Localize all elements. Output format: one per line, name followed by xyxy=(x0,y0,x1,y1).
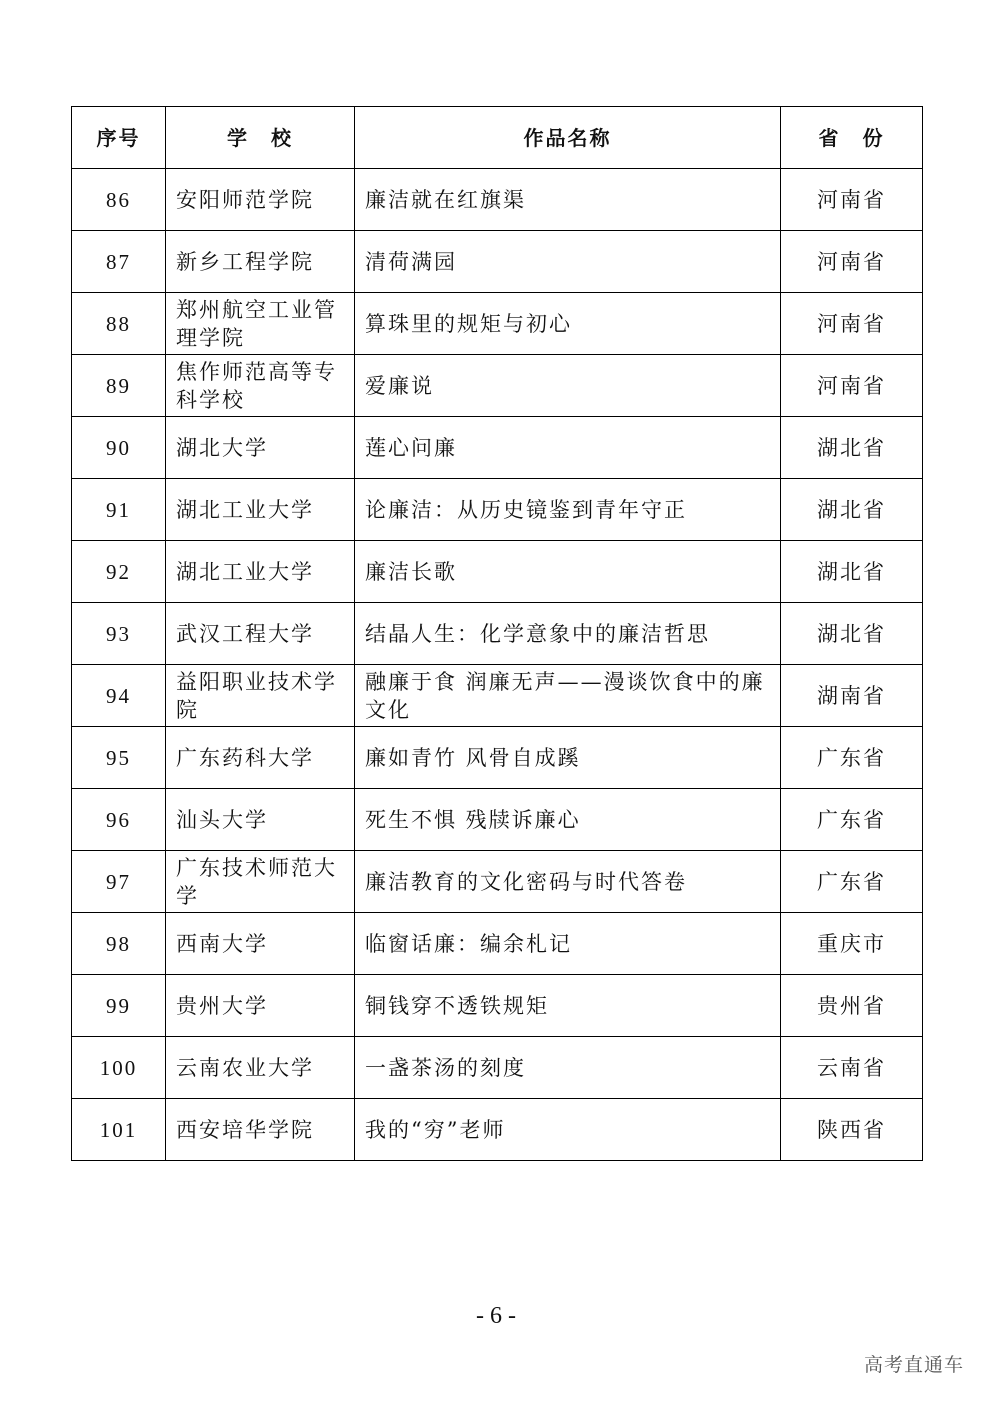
cell-serial-number: 97 xyxy=(72,851,166,913)
cell-serial-number: 94 xyxy=(72,665,166,727)
cell-school: 益阳职业技术学院 xyxy=(166,665,355,727)
table-header xyxy=(72,107,923,169)
cell-serial-number: 98 xyxy=(72,913,166,975)
table-row xyxy=(72,541,923,603)
cell-school: 西南大学 xyxy=(166,913,355,975)
cell-work-title: 一盏茶汤的刻度 xyxy=(355,1037,781,1099)
cell-serial-number: 87 xyxy=(72,231,166,293)
cell-school: 西安培华学院 xyxy=(166,1099,355,1161)
table-row xyxy=(72,417,923,479)
cell-work-title: 廉洁教育的文化密码与时代答卷 xyxy=(355,851,781,913)
cell-serial-number: 99 xyxy=(72,975,166,1037)
cell-work-title: 结晶人生：化学意象中的廉洁哲思 xyxy=(355,603,781,665)
cell-school: 焦作师范高等专科学校 xyxy=(166,355,355,417)
table-row xyxy=(72,293,923,355)
cell-province: 广东省 xyxy=(781,851,923,913)
watermark-text: 高考直通车 xyxy=(863,1354,964,1376)
table-row xyxy=(72,1037,923,1099)
table-row xyxy=(72,913,923,975)
cell-work-title: 算珠里的规矩与初心 xyxy=(355,293,781,355)
cell-work-title: 铜钱穿不透铁规矩 xyxy=(355,975,781,1037)
cell-work-title: 融廉于食 润廉无声——漫谈饮食中的廉文化 xyxy=(355,665,781,727)
cell-school: 武汉工程大学 xyxy=(166,603,355,665)
cell-serial-number: 93 xyxy=(72,603,166,665)
cell-school: 贵州大学 xyxy=(166,975,355,1037)
cell-work-title: 我的“穷”老师 xyxy=(355,1099,781,1161)
table-row xyxy=(72,479,923,541)
cell-work-title: 莲心问廉 xyxy=(355,417,781,479)
cell-province: 广东省 xyxy=(781,727,923,789)
cell-province: 河南省 xyxy=(781,169,923,231)
header-province: 省 份 xyxy=(781,107,923,169)
cell-serial-number: 95 xyxy=(72,727,166,789)
table-row xyxy=(72,851,923,913)
cell-work-title: 临窗话廉：编余札记 xyxy=(355,913,781,975)
cell-school: 湖北工业大学 xyxy=(166,541,355,603)
cell-province: 湖北省 xyxy=(781,603,923,665)
header-row xyxy=(72,107,923,169)
cell-province: 湖北省 xyxy=(781,417,923,479)
cell-school: 新乡工程学院 xyxy=(166,231,355,293)
table-row xyxy=(72,727,923,789)
cell-work-title: 爱廉说 xyxy=(355,355,781,417)
cell-work-title: 论廉洁：从历史镜鉴到青年守正 xyxy=(355,479,781,541)
cell-school: 安阳师范学院 xyxy=(166,169,355,231)
cell-serial-number: 92 xyxy=(72,541,166,603)
cell-school: 广东药科大学 xyxy=(166,727,355,789)
header-serial-number: 序号 xyxy=(72,107,166,169)
header-school: 学 校 xyxy=(166,107,355,169)
cell-province: 湖南省 xyxy=(781,665,923,727)
table-row xyxy=(72,169,923,231)
cell-province: 陕西省 xyxy=(781,1099,923,1161)
cell-serial-number: 101 xyxy=(72,1099,166,1161)
cell-school: 云南农业大学 xyxy=(166,1037,355,1099)
cell-province: 湖北省 xyxy=(781,541,923,603)
cell-serial-number: 88 xyxy=(72,293,166,355)
table-row xyxy=(72,231,923,293)
cell-province: 广东省 xyxy=(781,789,923,851)
table-row xyxy=(72,603,923,665)
cell-serial-number: 90 xyxy=(72,417,166,479)
table-row xyxy=(72,665,923,727)
table-body xyxy=(72,169,923,1161)
cell-province: 云南省 xyxy=(781,1037,923,1099)
cell-province: 河南省 xyxy=(781,293,923,355)
cell-work-title: 廉洁就在红旗渠 xyxy=(355,169,781,231)
cell-serial-number: 89 xyxy=(72,355,166,417)
cell-school: 湖北大学 xyxy=(166,417,355,479)
cell-serial-number: 100 xyxy=(72,1037,166,1099)
cell-province: 重庆市 xyxy=(781,913,923,975)
cell-work-title: 廉洁长歌 xyxy=(355,541,781,603)
cell-serial-number: 91 xyxy=(72,479,166,541)
cell-school: 郑州航空工业管理学院 xyxy=(166,293,355,355)
table-row xyxy=(72,975,923,1037)
cell-province: 湖北省 xyxy=(781,479,923,541)
table-row xyxy=(72,355,923,417)
cell-province: 贵州省 xyxy=(781,975,923,1037)
cell-school: 汕头大学 xyxy=(166,789,355,851)
header-work-title: 作品名称 xyxy=(355,107,781,169)
award-list-table xyxy=(71,106,923,1161)
cell-province: 河南省 xyxy=(781,231,923,293)
table-row xyxy=(72,1099,923,1161)
cell-school: 广东技术师范大学 xyxy=(166,851,355,913)
cell-school: 湖北工业大学 xyxy=(166,479,355,541)
cell-serial-number: 86 xyxy=(72,169,166,231)
cell-province: 河南省 xyxy=(781,355,923,417)
table-row xyxy=(72,789,923,851)
cell-serial-number: 96 xyxy=(72,789,166,851)
page-number: - 6 - xyxy=(476,1303,516,1329)
cell-work-title: 廉如青竹 风骨自成蹊 xyxy=(355,727,781,789)
cell-work-title: 清荷满园 xyxy=(355,231,781,293)
cell-work-title: 死生不惧 残牍诉廉心 xyxy=(355,789,781,851)
